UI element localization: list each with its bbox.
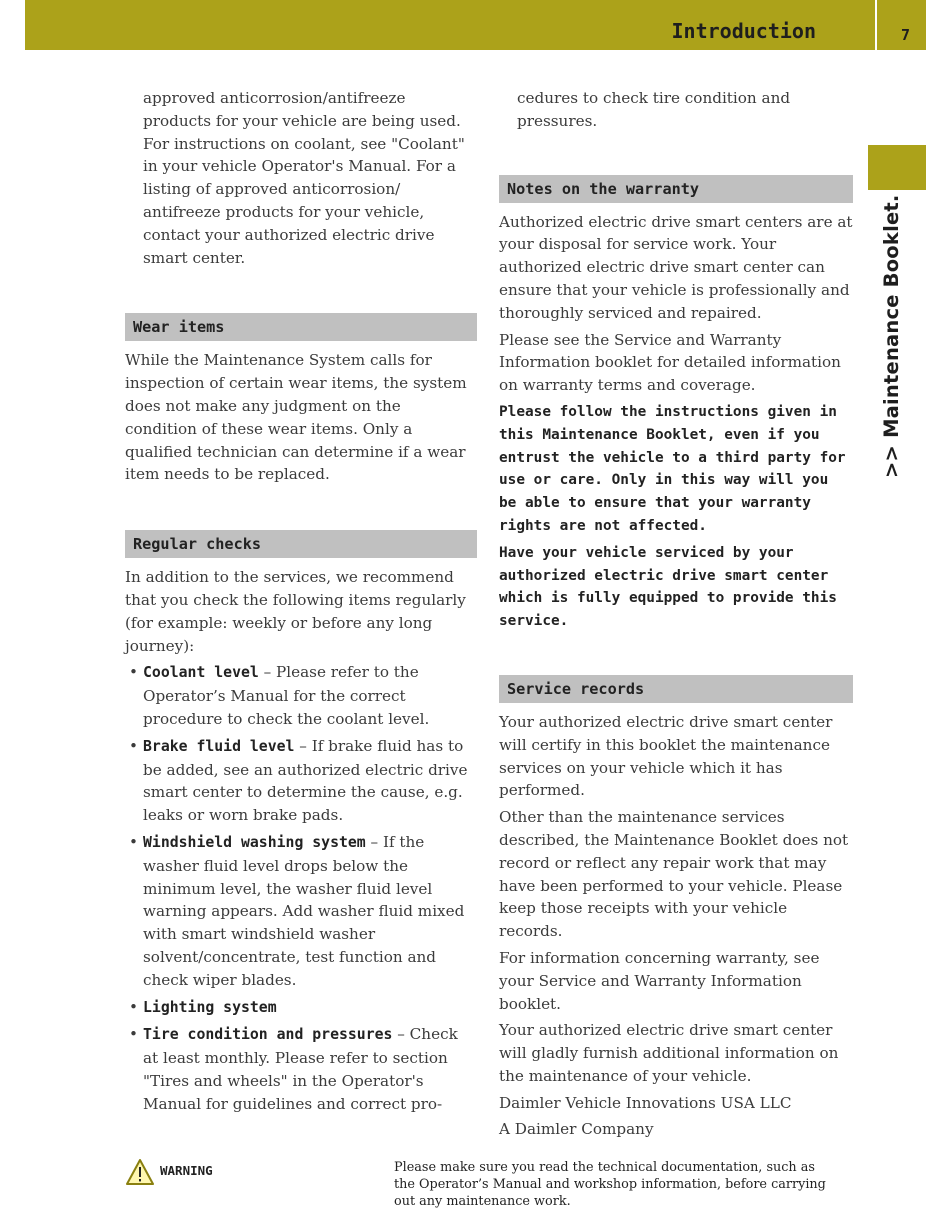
- warranty-bold-paragraph: Have your vehicle serviced by your authorized electric drive smart center which is fully equipped to provide this service.: [499, 544, 837, 630]
- section-heading-warranty: Notes on the warranty: [499, 175, 853, 203]
- list-item-text: – Please refer to the Operator’s Manual for the correct procedure to check the coolant level.: [143, 663, 430, 728]
- list-item: • Brake fluid level – If brake fluid has to be added, see an authorized electric drive smart center to determine the cause, e.g. leaks or worn brake pads.: [129, 736, 468, 825]
- side-section-label: >> Maintenance Booklet.: [880, 194, 903, 478]
- footer-warning: [125, 1158, 825, 1218]
- list-item-term: Tire condition and pressures: [143, 1026, 393, 1044]
- list-item-term: Lighting system: [143, 998, 277, 1016]
- list-item-term: Windshield washing system: [143, 833, 366, 851]
- side-tab-marker: [868, 145, 926, 190]
- list-item: • Tire condition and pressures – Check at least monthly. Please refer to section "Tires and wheels" in the Operator's Manual for guidelines and correct pro-: [129, 1025, 458, 1113]
- warning-text: Please make sure you read the technical documentation, such as the Operator’s Manual and workshop information, before carrying out any maintenance work.: [394, 1160, 826, 1209]
- section-heading-service-records: Service records: [499, 675, 853, 703]
- section-heading-wear-items: Wear items: [125, 313, 477, 341]
- page-number: 7: [901, 26, 911, 44]
- service-records-paragraph: Your authorized electric drive smart center will gladly furnish additional information on the maintenance of your vehicle.: [499, 1021, 839, 1085]
- regular-checks-intro: In addition to the services, we recommend that you check the following items regularly (for example: weekly or before any long journey):: [125, 568, 466, 655]
- right-column: [499, 87, 853, 1145]
- intro-paragraph: approved anticorrosion/antifreeze products for your vehicle are being used. For instructions on coolant, see "Coolant" in your vehicle Operator's Manual. For a listing of approved anticorrosion/ antifreeze products for your vehicle, contact your authorized electric drive smart center.: [143, 89, 465, 267]
- warranty-paragraph: Please see the Service and Warranty Information booklet for detailed information on warranty terms and coverage.: [499, 330, 841, 395]
- header-divider: [875, 0, 877, 50]
- warranty-paragraph: Authorized electric drive smart centers are at your disposal for service work. Your authorized electric drive smart center can ensure that your vehicle is professionally and thoroughly serviced and repaired.: [499, 212, 853, 322]
- list-item-text: – If the washer fluid level drops below the minimum level, the washer fluid level warning appears. Add washer fluid mixed with smart windshield washer solvent/concentrate, test function and check wiper blades.: [143, 832, 465, 989]
- list-item-term: Brake fluid level: [143, 737, 295, 755]
- list-item-text: – Check at least monthly. Please refer to section "Tires and wheels" in the Operator's Manual for guidelines and correct pro-: [143, 1025, 458, 1113]
- section-heading-regular-checks: Regular checks: [125, 530, 477, 558]
- regular-checks-list: [125, 661, 477, 1115]
- warranty-bold-paragraph: Please follow the instructions given in this Maintenance Booklet, even if you entrust the vehicle to a third party for use or care. Only in this way will you be able to ensure that your warranty rights are not affected.: [499, 403, 846, 534]
- left-column: [125, 87, 477, 1119]
- header-bar: [25, 0, 926, 50]
- list-item-text: – If brake fluid has to be added, see an authorized electric drive smart center to determine the cause, e.g. leaks or worn brake pads.: [143, 736, 468, 825]
- service-records-paragraph: For information concerning warranty, see your Service and Warranty Information booklet.: [499, 948, 820, 1013]
- warning-label: WARNING: [160, 1163, 213, 1178]
- list-item: • Lighting system: [129, 997, 277, 1016]
- warning-triangle-icon: [125, 1158, 155, 1186]
- list-item: • Coolant level – Please refer to the Operator’s Manual for the correct procedure to check the coolant level.: [129, 663, 430, 728]
- parent-company: A Daimler Company: [499, 1120, 654, 1139]
- continued-paragraph: cedures to check tire condition and pressures.: [517, 89, 791, 130]
- list-item-term: Coolant level: [143, 664, 259, 682]
- service-records-paragraph: Your authorized electric drive smart center will certify in this booklet the maintenance services on your vehicle which it has performed.: [499, 712, 833, 800]
- list-item: • Windshield washing system – If the washer fluid level drops below the minimum level, the washer fluid level warning appears. Add washer fluid mixed with smart windshield washer solvent/concentrate, test function and check wiper blades.: [129, 832, 465, 989]
- header-title: Introduction: [671, 19, 816, 43]
- wear-items-paragraph: While the Maintenance System calls for inspection of certain wear items, the system does not make any judgment on the condition of these wear items. Only a qualified technician can determine if a wear item needs to be replaced.: [125, 351, 467, 484]
- company-name: Daimler Vehicle Innovations USA LLC: [499, 1093, 792, 1112]
- service-records-paragraph: Other than the maintenance services described, the Maintenance Booklet does not record or reflect any repair work that may have been performed to your vehicle. Please keep those receipts with your vehicle records.: [499, 808, 849, 941]
